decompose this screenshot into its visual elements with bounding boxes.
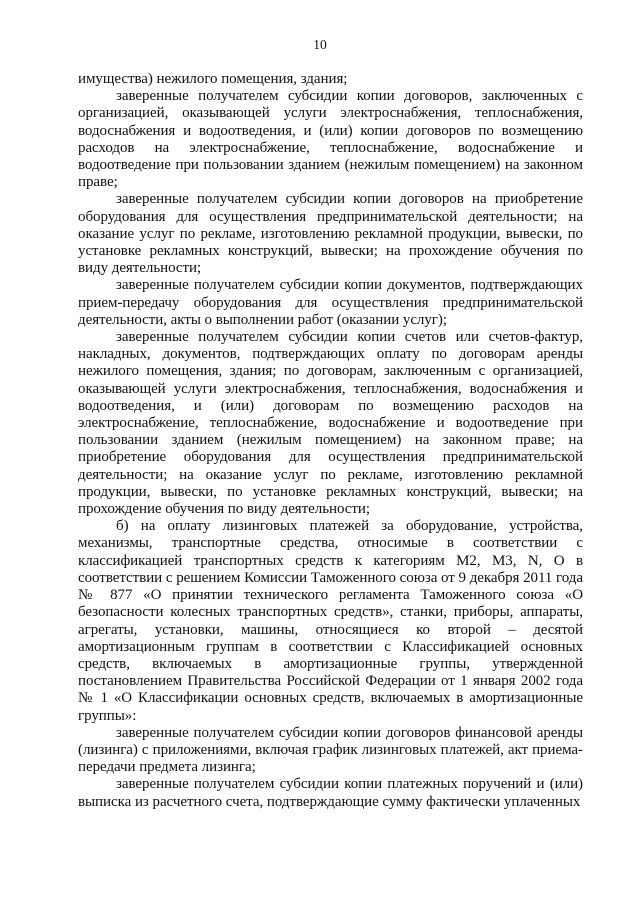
paragraph-acceptance-documents: заверенные получателем субсидии копии документов, подтверждающих прием-передачу оборудования для осуществления предпринимательской деятельности, акты о выполнении работ (оказании услуг); [78,277,583,328]
page-number: 10 [313,37,327,52]
paragraph-invoices: заверенные получателем субсидии копии счетов или счетов-фактур, накладных, документов, подтверждающих оплату по договорам аренды нежилого помещения, здания; по договорам, заключенным с организацией, оказывающей услуги электроснабжения, теплоснабжения, водоснабжения и водоотведения, и (или) договорам по возмещению расходов на электроснабжение, теплоснабжение, водоснабжение и водоотведение при пользовании зданием (нежилым помещением) на законном праве; на приобретение оборудования для осуществления предпринимательской деятельности; на оказание услуг по рекламе, изготовлению рекламной продукции, вывески, по установке рекламных конструкций, вывески; на прохождение обучения по виду деятельности; [78,329,583,518]
paragraph-leasing-contracts: заверенные получателем субсидии копии договоров финансовой аренды (лизинга) с приложениями, включая график лизинговых платежей, акт приема-передачи предмета лизинга; [78,724,583,776]
paragraph-payment-orders: заверенные получателем субсидии копии платежных поручений и (или) выписка из расчетного счета, подтверждающие сумму фактически уплаченных [78,776,583,810]
paragraph-utility-contracts: заверенные получателем субсидии копии договоров, заключенных с организацией, оказывающей услуги электроснабжения, теплоснабжения, водоснабжения и водоотведения, и (или) копии договоров по возмещению расходов на электроснабжение, теплоснабжение, водоснабжение и водоотведение при пользовании зданием (нежилым помещением) на законном праве; [78,88,583,191]
paragraph-equipment-contracts: заверенные получателем субсидии копии договоров на приобретение оборудования для осуществления предпринимательской деятельности; на оказание услуг по рекламе, изготовлению рекламной продукции, вывески, по установке рекламных конструкций, вывески; на прохождение обучения по виду деятельности; [78,191,583,277]
paragraph-leasing-payments: б) на оплату лизинговых платежей за оборудование, устройства, механизмы, транспортные средства, относимые в соответствии с классификацией транспортных средств к категориям M2, M3, N, O в соответствии с решением Комиссии Таможенного союза от 9 декабря 2011 года № 877 «О принятии технического регламента Таможенного союза «О безопасности колесных транспортных средств», станки, приборы, аппараты, агрегаты, установки, машины, относящиеся ко второй – десятой амортизационным группам в соответствии с Классификацией основных средств, включаемых в амортизационные группы, утвержденной постановлением Правительства Российской Федерации от 1 января 2002 года № 1 «О Классификации основных средств, включаемых в амортизационные группы»: [78,518,583,724]
paragraph-continuation: имущества) нежилого помещения, здания; [78,71,348,87]
document-body [78,71,583,811]
